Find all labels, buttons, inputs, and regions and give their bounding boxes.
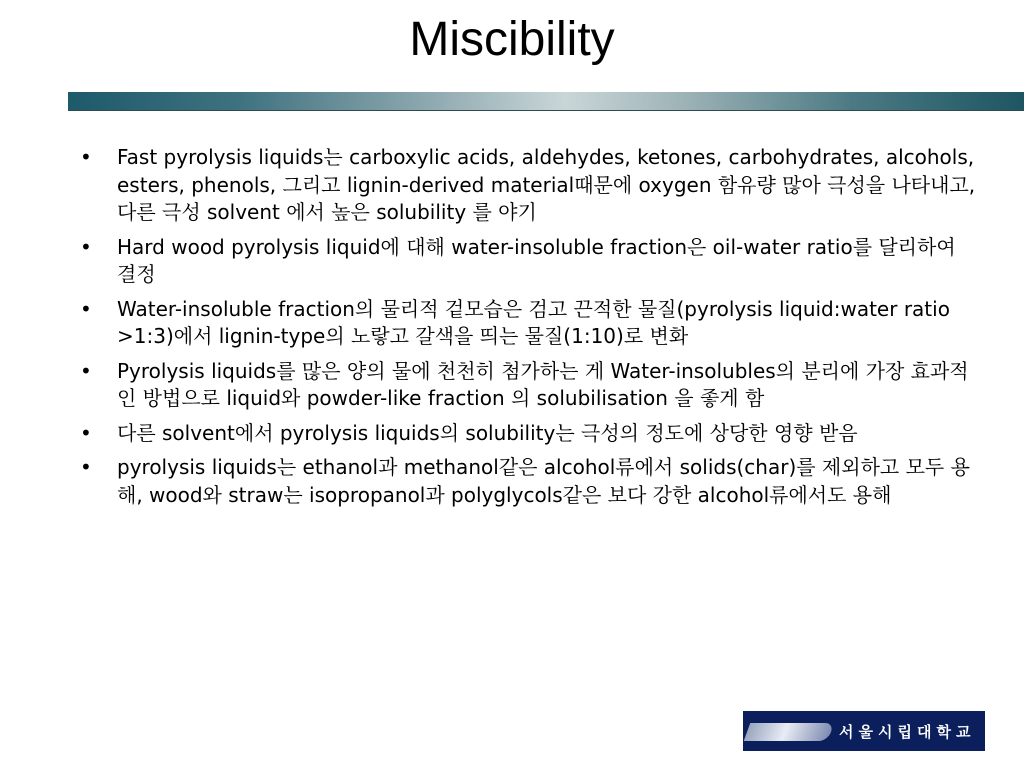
bullet-item-3 xyxy=(80,296,980,351)
bullet-dot-icon: • xyxy=(80,296,92,321)
bullet-text: Water-insoluble fraction의 물리적 겉모습은 검고 끈적한 물질(pyrolysis liquid:water ratio >1:3)에서 lignin-type의 노랗고 갈색을 띄는 물질(1:10)로 변화 xyxy=(117,296,950,348)
bullet-item-2 xyxy=(80,234,980,289)
bullet-text: pyrolysis liquids는 ethanol과 methanol같은 alcohol류에서 solids(char)를 제외하고 모두 용해, wood와 straw는 isopropanol과 polyglycols같은 보다 강한 alcohol류에서도 용해 xyxy=(117,455,970,507)
bullet-text: Hard wood pyrolysis liquid에 대해 water-insoluble fraction은 oil-water ratio를 달리하여 결정 xyxy=(117,234,956,286)
bullet-dot-icon: • xyxy=(80,234,92,259)
bullet-dot-icon: • xyxy=(80,358,92,383)
bullet-dot-icon: • xyxy=(80,145,92,169)
bullet-list xyxy=(80,144,980,516)
bullet-item-5 xyxy=(80,420,980,448)
bullet-item-4 xyxy=(80,358,980,413)
title-divider-bar xyxy=(68,92,1024,110)
slide-title: Miscibility xyxy=(409,13,615,66)
bullet-text: Pyrolysis liquids를 많은 양의 물에 천천히 첨가하는 게 Water-insolubles의 분리에 가장 효과적인 방법으로 liquid와 powder-like fraction 의 solubilisation 을 좋게 함 xyxy=(117,358,969,410)
bullet-dot-icon: • xyxy=(80,420,92,445)
logo-text: 서울시립대학교 xyxy=(839,722,976,741)
bullet-dot-icon: • xyxy=(80,455,92,479)
bullet-text: Fast pyrolysis liquids는 carboxylic acids, aldehydes, ketones, carbohydrates, alcohols, esters, phenols, 그리고 lignin-derived material때문에 oxygen 함유량 많아 극성을 나타내고, 다른 극성 solvent 에서 높은 solubility 를 야기 xyxy=(117,145,976,224)
bullet-text: 다른 solvent에서 pyrolysis liquids의 solubility는 극성의 정도에 상당한 영향 받음 xyxy=(117,420,858,445)
university-logo xyxy=(743,711,985,751)
bullet-item-1 xyxy=(80,144,980,227)
logo-swoosh-icon xyxy=(743,711,833,751)
bullet-item-6 xyxy=(80,454,980,509)
